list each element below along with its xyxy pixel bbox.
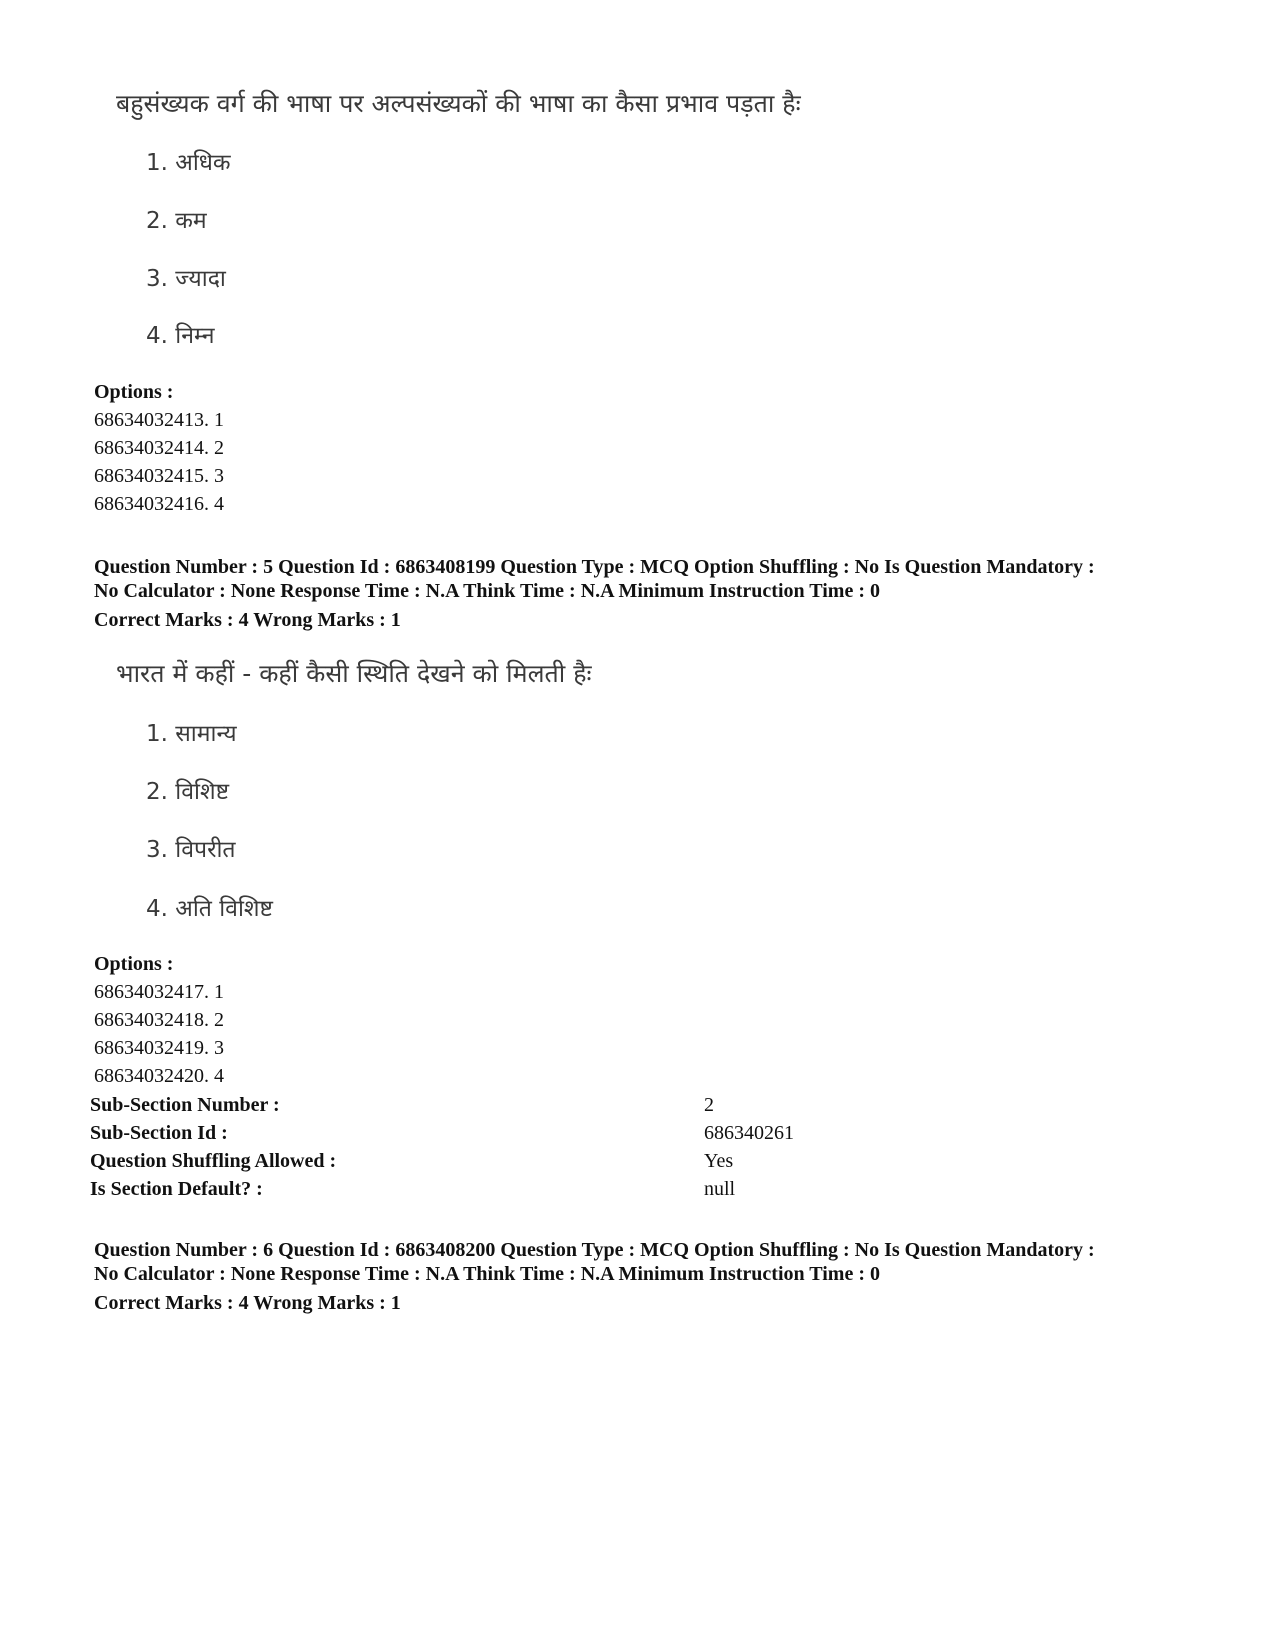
subsection-shuffling-value: Yes	[704, 1150, 734, 1172]
question-6-meta-line-1: Question Number : 6 Question Id : 6863408200 Question Type : MCQ Option Shuffling : No Is Question Mandatory :	[94, 1239, 1095, 1261]
subsection-id-label: Sub-Section Id :	[90, 1122, 228, 1144]
subsection-row-shuffling	[90, 1150, 890, 1178]
question-5-marks: Correct Marks : 4 Wrong Marks : 1	[94, 609, 401, 631]
question-4-option-1: 68634032413. 1	[94, 409, 224, 431]
question-4-choice-4: 4. निम्न	[146, 323, 215, 349]
question-5-meta-line-1: Question Number : 5 Question Id : 6863408199 Question Type : MCQ Option Shuffling : No Is Question Mandatory :	[94, 556, 1095, 578]
subsection-number-label: Sub-Section Number :	[90, 1094, 280, 1116]
question-4-option-3: 68634032415. 3	[94, 465, 224, 487]
subsection-default-value: null	[704, 1178, 736, 1200]
question-4-choice-1: 1. अधिक	[146, 150, 231, 176]
question-5-text: भारत में कहीं - कहीं कैसी स्थिति देखने को मिलती हैः	[116, 659, 592, 688]
question-5-choice-2: 2. विशिष्ट	[146, 779, 230, 805]
subsection-id-value: 686340261	[704, 1122, 794, 1144]
question-6-meta-line-2: No Calculator : None Response Time : N.A Think Time : N.A Minimum Instruction Time : 0	[94, 1263, 880, 1285]
subsection-shuffling-label: Question Shuffling Allowed :	[90, 1150, 337, 1172]
question-4-choice-3: 3. ज्यादा	[146, 266, 226, 292]
subsection-row-number	[90, 1094, 890, 1122]
question-5-option-2: 68634032418. 2	[94, 1009, 224, 1031]
subsection-number-value: 2	[704, 1094, 714, 1116]
question-4-option-4: 68634032416. 4	[94, 493, 224, 515]
subsection-row-default	[90, 1178, 890, 1206]
question-5-option-1: 68634032417. 1	[94, 981, 224, 1003]
question-5-meta-line-2: No Calculator : None Response Time : N.A Think Time : N.A Minimum Instruction Time : 0	[94, 580, 880, 602]
subsection-default-label: Is Section Default? :	[90, 1178, 263, 1200]
question-6-marks: Correct Marks : 4 Wrong Marks : 1	[94, 1292, 401, 1314]
question-5-option-3: 68634032419. 3	[94, 1037, 224, 1059]
question-5-choice-1: 1. सामान्य	[146, 721, 237, 747]
question-4-option-2: 68634032414. 2	[94, 437, 224, 459]
question-5-choice-4: 4. अति विशिष्ट	[146, 896, 273, 922]
question-4-text: बहुसंख्यक वर्ग की भाषा पर अल्पसंख्यकों की भाषा का कैसा प्रभाव पड़ता हैः	[116, 89, 801, 118]
subsection-row-id	[90, 1122, 890, 1150]
question-5-choice-3: 3. विपरीत	[146, 837, 236, 863]
question-5-option-4: 68634032420. 4	[94, 1065, 224, 1087]
question-5-options-label: Options :	[94, 953, 174, 975]
question-4-options-label: Options :	[94, 381, 174, 403]
question-4-choice-2: 2. कम	[146, 208, 207, 234]
